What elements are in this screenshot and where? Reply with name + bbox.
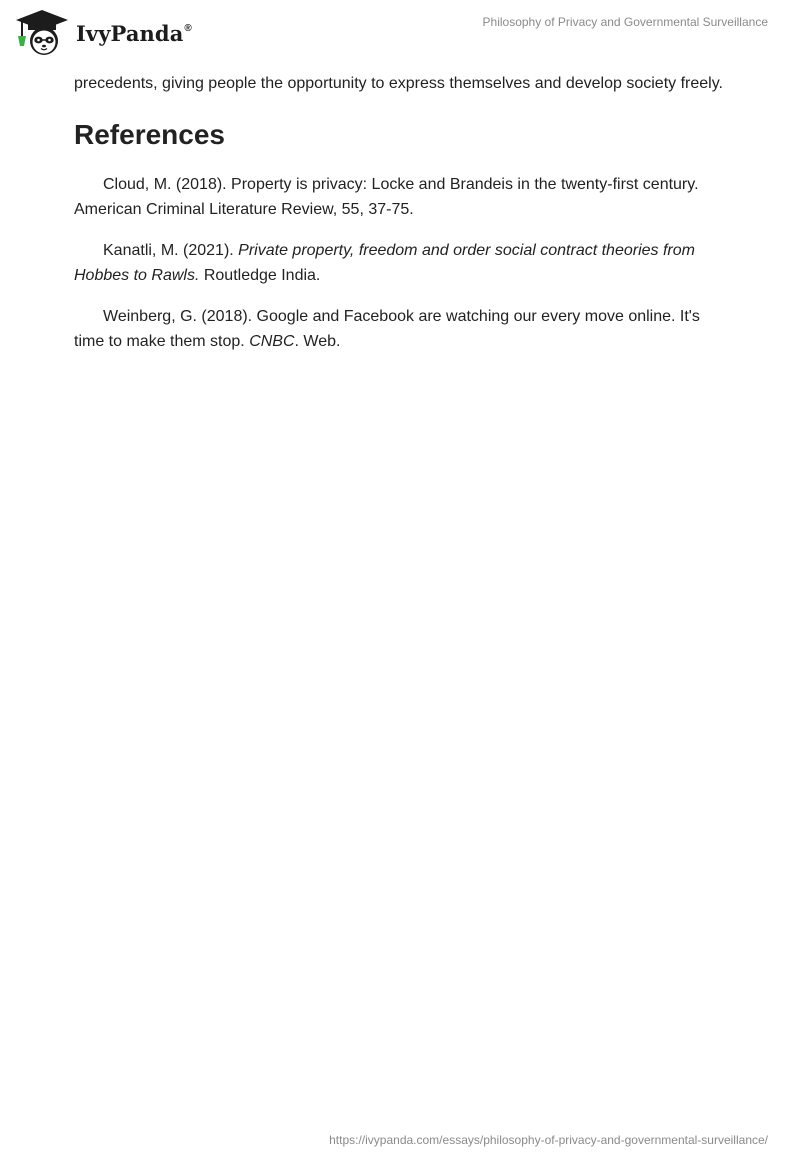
reference-tail: . Web. <box>294 333 341 350</box>
running-title: Philosophy of Privacy and Governmental Surveillance <box>482 15 768 29</box>
reference-item <box>74 172 734 222</box>
reference-text: Kanatli, M. (2021). <box>103 242 239 259</box>
reference-item <box>74 304 734 354</box>
reference-tail: Routledge India. <box>199 267 321 284</box>
ivypanda-logo[interactable] <box>14 8 192 56</box>
panda-graduation-cap-icon <box>14 8 70 56</box>
document-body <box>74 71 734 370</box>
logo-wordmark: IvyPanda® <box>76 20 192 46</box>
registered-mark: ® <box>184 22 192 34</box>
footer-url-link[interactable]: https://ivypanda.com/essays/philosophy-of-privacy-and-governmental-surveillance/ <box>329 1133 768 1147</box>
continuation-paragraph: precedents, giving people the opportunity to express themselves and develop society freely. <box>74 75 723 92</box>
reference-text: Cloud, M. (2018). Property is privacy: Locke and Brandeis in the twenty-first century. American Criminal Literature Review, 55, 37-75. <box>74 176 699 218</box>
reference-italic: Private property, freedom and order social contract theories from Hobbes to Rawls. <box>74 242 695 284</box>
reference-text: Weinberg, G. (2018). Google and Facebook are watching our every move online. It's time to make them stop. <box>74 308 700 350</box>
page-header <box>0 0 800 60</box>
references-heading: References <box>74 119 225 150</box>
reference-item <box>74 238 734 288</box>
reference-italic: CNBC <box>249 333 295 350</box>
